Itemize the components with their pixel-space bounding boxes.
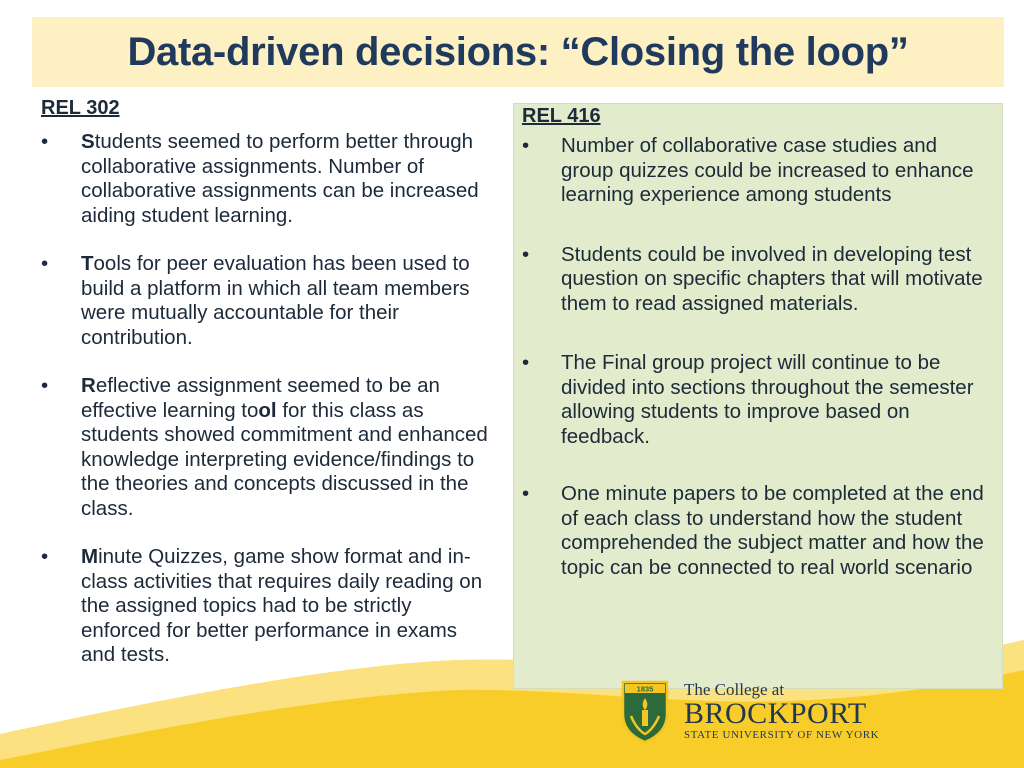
item-text: The Final group project will continue to be divided into sections throughout the semester allowing students to improve based on feedback. [561, 351, 974, 448]
bullet-icon: • [522, 482, 530, 505]
initial-letter: R [81, 374, 96, 397]
left-heading: REL 302 [41, 97, 120, 119]
title-bar [32, 17, 1004, 87]
right-heading: REL 416 [522, 105, 601, 127]
bullet-icon: • [522, 242, 530, 266]
item-text: eflective assignment seemed to be an effective learning to [81, 374, 440, 422]
college-logo [614, 677, 880, 749]
initial-letter: T [81, 252, 94, 275]
list-item [522, 243, 994, 317]
item-text: Students could be involved in developing test question on specific chapters that will motivate them to read assigned materials. [561, 242, 983, 315]
bold-fragment: ol [258, 398, 277, 422]
logo-line-1: The College at [684, 680, 785, 699]
bullet-icon: • [522, 351, 530, 374]
slide-title: Data-driven decisions: “Closing the loop” [127, 29, 909, 74]
list-item [41, 130, 491, 228]
right-column [522, 105, 994, 580]
initial-letter: S [81, 130, 95, 153]
list-item [41, 374, 491, 521]
bullet-icon: • [41, 545, 49, 568]
list-item [522, 351, 994, 449]
item-text: ools for peer evaluation has been used to build a platform in which all team members were mutually accountable for their contribution. [81, 252, 470, 349]
left-column [41, 97, 491, 668]
bullet-icon: • [41, 374, 49, 397]
list-item [41, 252, 491, 350]
logo-wordmark [684, 681, 879, 742]
list-item [522, 482, 994, 580]
bullet-icon: • [522, 134, 530, 157]
right-bullet-list [522, 134, 994, 580]
initial-letter: M [81, 545, 99, 568]
logo-line-3: STATE UNIVERSITY OF NEW YORK [684, 729, 880, 741]
shield-year-text: 1835 [636, 684, 654, 694]
item-text: One minute papers to be completed at the end of each class to understand how the student comprehended the subject matter and how the topic can be connected to real world scenario [561, 482, 984, 579]
item-text: Number of collaborative case studies and group quizzes could be increased to enhance learning experience among students [561, 134, 974, 206]
shield-icon [621, 680, 669, 744]
logo-line-2: BROCKPORT [684, 697, 867, 730]
bullet-icon: • [41, 130, 49, 153]
list-item [522, 134, 994, 208]
item-text: inute Quizzes, game show format and in-class activities that requires daily reading on the assigned topics had to be strictly enforced for better performance in exams and tests. [81, 545, 483, 666]
item-text: tudents seemed to perform better through collaborative assignments. Number of collaborative assignments can be increased aiding student learning. [81, 130, 479, 227]
bullet-icon: • [41, 252, 49, 275]
list-item [41, 545, 491, 668]
item-text: for this class as students showed commitment and enhanced knowledge interpreting evidence/findings to the theories and concepts discussed in the class. [81, 398, 488, 520]
left-bullet-list [41, 130, 491, 668]
